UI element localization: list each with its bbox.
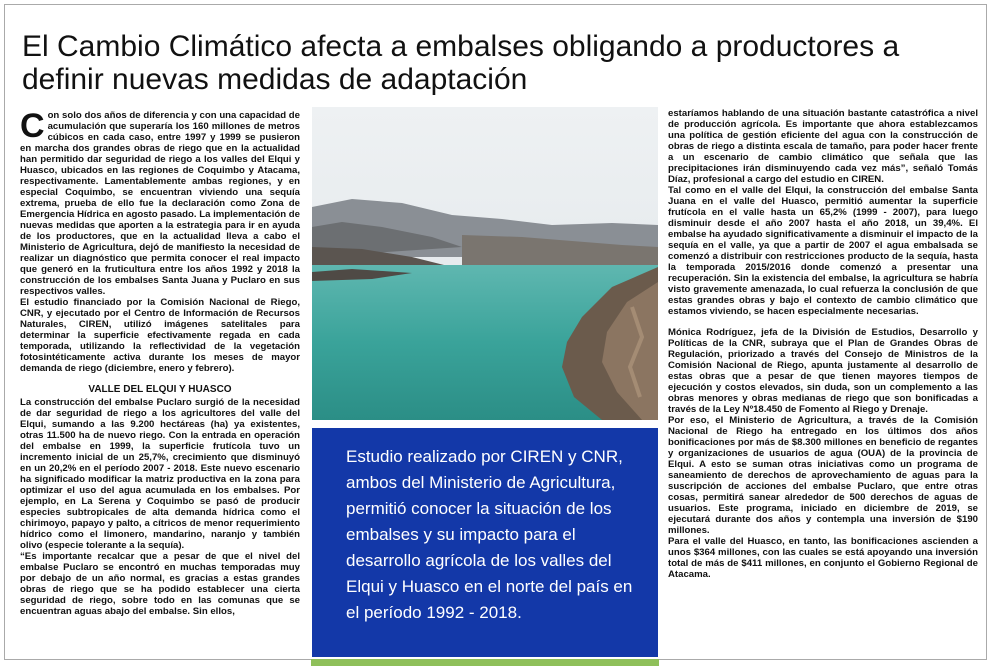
section-subheading: VALLE DEL ELQUI Y HUASCO [88, 384, 232, 395]
article-column-right [668, 108, 978, 580]
dropcap: C [20, 107, 45, 145]
paragraph-ministry: Por eso, el Ministerio de Agricultura, a través de la Comisión Nacional de Riego ha entregado en los últimos dos años bonificaciones por más de $8.300 millones en beneficio de regantes y organizaciones de usuarios de agua (OUA) de la provincia de Elqui. A esto se suman otras iniciativas como un programa de saneamiento de derechos de aprovechamiento de aguas para la suscripción de acciones del embalse Puclaro, que entre otras cosas, permitirá sanear alrededor de 500 derechos de aguas de usuarios. Este programa, iniciado en diciembre de 2019, se ejecutará durante dos años y contempla una inversión de $190 millones. [668, 415, 978, 536]
paragraph-huasco: Para el valle del Huasco, en tanto, las bonificaciones ascienden a unos $364 millones, con las cuales se está apoyando una inversión total de más de $411 millones, en conjunto el Gobierno Regional de Atacama. [668, 536, 978, 580]
paragraph-quote: “Es importante recalcar que a pesar de que el nivel del embalse Puclaro se encontró en muchas temporadas muy por debajo de un año normal, es gracias a estas grandes obras de riego que se ha podido establecer una cierta seguridad de riego, sobre todo en las comunas que se encuentran aguas abajo del embalse. Sin ellos, [20, 551, 300, 617]
callout-text: Estudio realizado por CIREN y CNR, ambos del Ministerio de Agricultura, permitió conocer la situación de los embalses y su impacto para el desarrollo agrícola de los valles del Elqui y Huasco en el norte del país en el período 1992 - 2018. [346, 447, 633, 622]
accent-bar [311, 659, 659, 666]
paragraph-intro [20, 107, 300, 297]
paragraph-study: El estudio financiado por la Comisión Nacional de Riego, CNR, y ejecutado por el Centro de Información de Recursos Naturales, CIREN, utilizó imágenes satelitales para determinar la superficie efectivamente regada en cada temporada, utilizando la reflectividad de la vegetación fotosintéticamente activa durante los meses de mayor demanda de riego (diciembre, enero y febrero). [20, 297, 300, 374]
paragraph-cnr: Mónica Rodríguez, jefa de la División de Estudios, Desarrollo y Políticas de la CNR, subraya que el Plan de Grandes Obras de Regulación, priorizado a través del Consejo de Ministros de la Comisión Nacional de Riego, apunta justamente al desarrollo de estas obras que a pesar de que tienen mayores tiempos de ejecución y costos elevados, sin duda, son un complemento a las obras menores y obras medianas de riego que son bonificadas a través de la Ley Nº18.450 de Fomento al Riego y Drenaje. [668, 327, 978, 415]
reservoir-landscape-image [312, 107, 658, 420]
headline: El Cambio Climático afecta a embalses obligando a productores a definir nuevas medidas de adaptación [22, 30, 900, 96]
paragraph-santa-juana: Tal como en el valle del Elqui, la construcción del embalse Santa Juana en el valle del Huasco, permitió aumentar la superficie frutícola en el valle hasta un 65,2% (1999 - 2007), para luego disminuir desde el año 2007 hasta el año 2018, un 39,4%. El embalse ha ayudado significativamente a disminuir el impacto de la sequía en el valle, ya que a partir de 2007 el agua embalsada se comenzó a distribuir con restricciones producto de la sequía, hasta la temporada 2015/2016 donde comenzó a presentar una recuperación. Sin la existencia del embalse, la agricultura se habría visto gravemente amenazada, lo cual refuerza la conclusión de que estas grandes obras y bajo el contexto de cambio climático que estamos viviendo, se hacen especialmente necesarias. [668, 185, 978, 317]
paragraph-quote-end: estaríamos hablando de una situación bastante catastrófica a nivel de producción agrícola. Es importante que ahora establezcamos una política de gestión eficiente del agua con la construcción de obras de riego a distinta escala de tamaño, para poder hacer frente a un escenario de cambio climático que señala que las precipitaciones irán disminuyendo cada vez más”, señaló Tomás Díaz, profesional a cargo del estudio en CIREN. [668, 108, 978, 185]
article-column-left [20, 107, 300, 617]
paragraph-intro-text: on solo dos años de diferencia y con una capacidad de acumulación que superaría los 160 millones de metros cúbicos en cada caso, entre 1997 y 1999 se pusieron en marcha dos grandes obras de riego que en la actualidad han permitido dar seguridad de riego a los valles del Elqui y Huasco, ubicados en las regiones de Coquimbo y Atacama, respectivamente. Lamentablemente ambas regiones, y en especial Coquimbo, se encuentran viviendo una sequía extrema, prueba de ello fue la declaración como Zona de Emergencia Hídrica en agosto pasado. La implementación de nuevas medidas que aporten a la estrategia para ir en ayuda de los productores, que en la actualidad lleva a cabo el Ministerio de Agricultura, dejó de manifiesto la necesidad de realizar un diagnóstico que permita conocer el real impacto que generó en la fruticultura entre los años 1992 y 2018 la construcción de los embalses Santa Juana y Puclaro en sus respectivos valles. [20, 110, 300, 297]
reservoir-photo [312, 107, 658, 420]
callout-box [312, 428, 658, 657]
paragraph-puclaro: La construcción del embalse Puclaro surgió de la necesidad de dar seguridad de riego a los agricultores del valle del Elqui, sumando a las 9.200 hectáreas (ha) ya existentes, otras 11.500 ha de nuevo riego. Con la entrada en operación del embalse en 1999, la superficie frutícola tuvo un incremento inicial de un 25,7%, crecimiento que disminuyó en un 20,2% en el período 2007 - 2018. Este nuevo escenario ha significado modificar la matriz productiva en la zona para optimizar el uso del agua acumulada en los embalses. Por ejemplo, en La Serena y Coquimbo se pasó de producir especies subtropicales de alta demanda hídrica como el chirimoyo, papayo y palto, a cítricos de menor requerimiento hídrico como el limonero, mandarino, naranjo y también olivo (especie tolerante a la sequía). [20, 397, 300, 551]
